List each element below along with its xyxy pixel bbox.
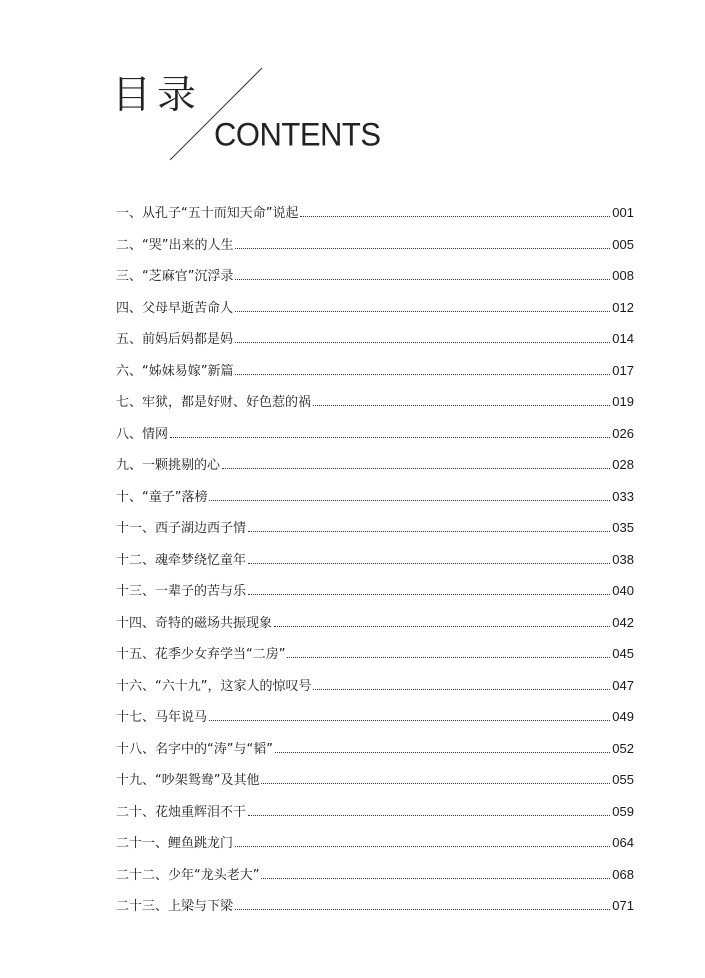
toc-dot-leader <box>248 814 610 816</box>
toc-entry-title: 八、情网 <box>116 426 169 442</box>
toc-entry[interactable] <box>116 486 634 518</box>
toc-entry[interactable] <box>116 612 634 644</box>
table-of-contents <box>116 202 634 927</box>
toc-entry-page-number: 008 <box>612 268 634 283</box>
toc-dot-leader <box>170 436 610 438</box>
toc-dot-leader <box>248 562 610 564</box>
toc-dot-leader <box>261 782 610 784</box>
toc-entry-page-number: 071 <box>612 898 634 913</box>
toc-entry-title: 十四、奇特的磁场共振现象 <box>116 615 273 631</box>
toc-entry-page-number: 055 <box>612 772 634 787</box>
toc-dot-leader <box>222 467 610 469</box>
toc-entry[interactable] <box>116 297 634 329</box>
toc-entry[interactable] <box>116 423 634 455</box>
toc-dot-leader <box>248 530 610 532</box>
toc-entry-title: 十二、魂牵梦绕忆童年 <box>116 552 247 568</box>
toc-dot-leader <box>248 593 610 595</box>
toc-entry-title: 五、前妈后妈都是妈 <box>116 332 234 347</box>
toc-dot-leader <box>313 688 610 690</box>
toc-entry[interactable] <box>116 864 634 896</box>
toc-entry[interactable] <box>116 675 634 707</box>
toc-entry[interactable] <box>116 328 634 360</box>
toc-entry-page-number: 005 <box>612 236 634 252</box>
toc-entry-page-number: 038 <box>612 551 634 567</box>
toc-entry-title: 二十、花烛重辉泪不干 <box>116 804 247 820</box>
toc-entry-title: 十五、花季少女弃学当“二房” <box>116 647 286 662</box>
toc-entry-page-number: 017 <box>612 362 634 378</box>
toc-entry[interactable] <box>116 391 634 423</box>
toc-entry-page-number: 042 <box>612 614 634 630</box>
page-subtitle: CONTENTS <box>214 115 381 153</box>
toc-entry[interactable] <box>116 549 634 581</box>
toc-entry-page-number: 052 <box>612 740 634 756</box>
toc-entry-title: 二、“哭”出来的人生 <box>116 237 234 253</box>
toc-entry-page-number: 019 <box>612 394 634 409</box>
toc-entry[interactable] <box>116 580 634 612</box>
toc-entry-title: 十一、西子湖边西子情 <box>116 521 247 536</box>
toc-dot-leader <box>275 751 610 753</box>
toc-entry-title: 十三、一辈子的苦与乐 <box>116 584 247 599</box>
toc-dot-leader <box>235 373 610 375</box>
toc-entry-page-number: 059 <box>612 803 634 819</box>
toc-entry-title: 十八、名字中的“涛”与“韬” <box>116 741 273 757</box>
toc-entry-title: 十六、“六十九”，这家人的惊叹号 <box>116 678 312 694</box>
toc-entry-page-number: 064 <box>612 835 634 850</box>
toc-entry-title: 二十一、鲤鱼跳龙门 <box>116 836 234 851</box>
toc-entry-title: 七、牢狱，都是好财、好色惹的祸 <box>116 395 312 410</box>
toc-dot-leader <box>261 877 610 879</box>
toc-entry-title: 十九、“吵架鸳鸯”及其他 <box>116 773 260 788</box>
toc-entry[interactable] <box>116 643 634 675</box>
toc-dot-leader <box>235 908 610 910</box>
toc-dot-leader <box>300 215 610 217</box>
toc-entry[interactable] <box>116 360 634 392</box>
title-divider-slash <box>0 0 705 200</box>
toc-entry-page-number: 014 <box>612 331 634 346</box>
toc-entry-page-number: 035 <box>612 520 634 535</box>
toc-entry[interactable] <box>116 801 634 833</box>
toc-entry-page-number: 028 <box>612 457 634 472</box>
toc-dot-leader <box>209 499 610 501</box>
toc-entry-page-number: 001 <box>612 205 634 220</box>
toc-entry-title: 二十二、少年“龙头老大” <box>116 867 260 883</box>
toc-entry[interactable] <box>116 738 634 770</box>
toc-entry-title: 十、“童子”落榜 <box>116 489 208 505</box>
toc-entry-page-number: 045 <box>612 646 634 661</box>
toc-entry-page-number: 068 <box>612 866 634 882</box>
toc-entry-title: 九、一颗挑剔的心 <box>116 458 221 473</box>
toc-entry-title: 四、父母早逝苦命人 <box>116 300 234 316</box>
toc-entry-page-number: 026 <box>612 425 634 441</box>
toc-dot-leader <box>274 625 610 627</box>
toc-entry-title: 一、从孔子“五十而知天命”说起 <box>116 206 299 221</box>
toc-entry-title: 十七、马年说马 <box>116 710 208 725</box>
toc-entry-page-number: 049 <box>612 709 634 724</box>
toc-entry[interactable] <box>116 454 634 486</box>
toc-dot-leader <box>235 278 610 280</box>
toc-entry[interactable] <box>116 832 634 864</box>
toc-entry-page-number: 040 <box>612 583 634 598</box>
toc-entry-page-number: 047 <box>612 677 634 693</box>
toc-entry[interactable] <box>116 895 634 927</box>
toc-entry[interactable] <box>116 202 634 234</box>
toc-entry[interactable] <box>116 517 634 549</box>
toc-entry[interactable] <box>116 234 634 266</box>
toc-dot-leader <box>235 845 610 847</box>
toc-dot-leader <box>313 404 610 406</box>
toc-entry-title: 二十三、上梁与下梁 <box>116 899 234 914</box>
toc-dot-leader <box>287 656 610 658</box>
toc-entry-page-number: 033 <box>612 488 634 504</box>
toc-entry-page-number: 012 <box>612 299 634 315</box>
toc-entry-title: 六、“姊妹易嫁”新篇 <box>116 363 234 379</box>
toc-entry[interactable] <box>116 265 634 297</box>
toc-entry[interactable] <box>116 769 634 801</box>
toc-dot-leader <box>235 247 610 249</box>
page-title: 目录 <box>112 73 203 118</box>
toc-dot-leader <box>235 310 610 312</box>
toc-entry-title: 三、“芝麻官”沉浮录 <box>116 269 234 284</box>
toc-dot-leader <box>209 719 610 721</box>
toc-entry[interactable] <box>116 706 634 738</box>
toc-dot-leader <box>235 341 610 343</box>
